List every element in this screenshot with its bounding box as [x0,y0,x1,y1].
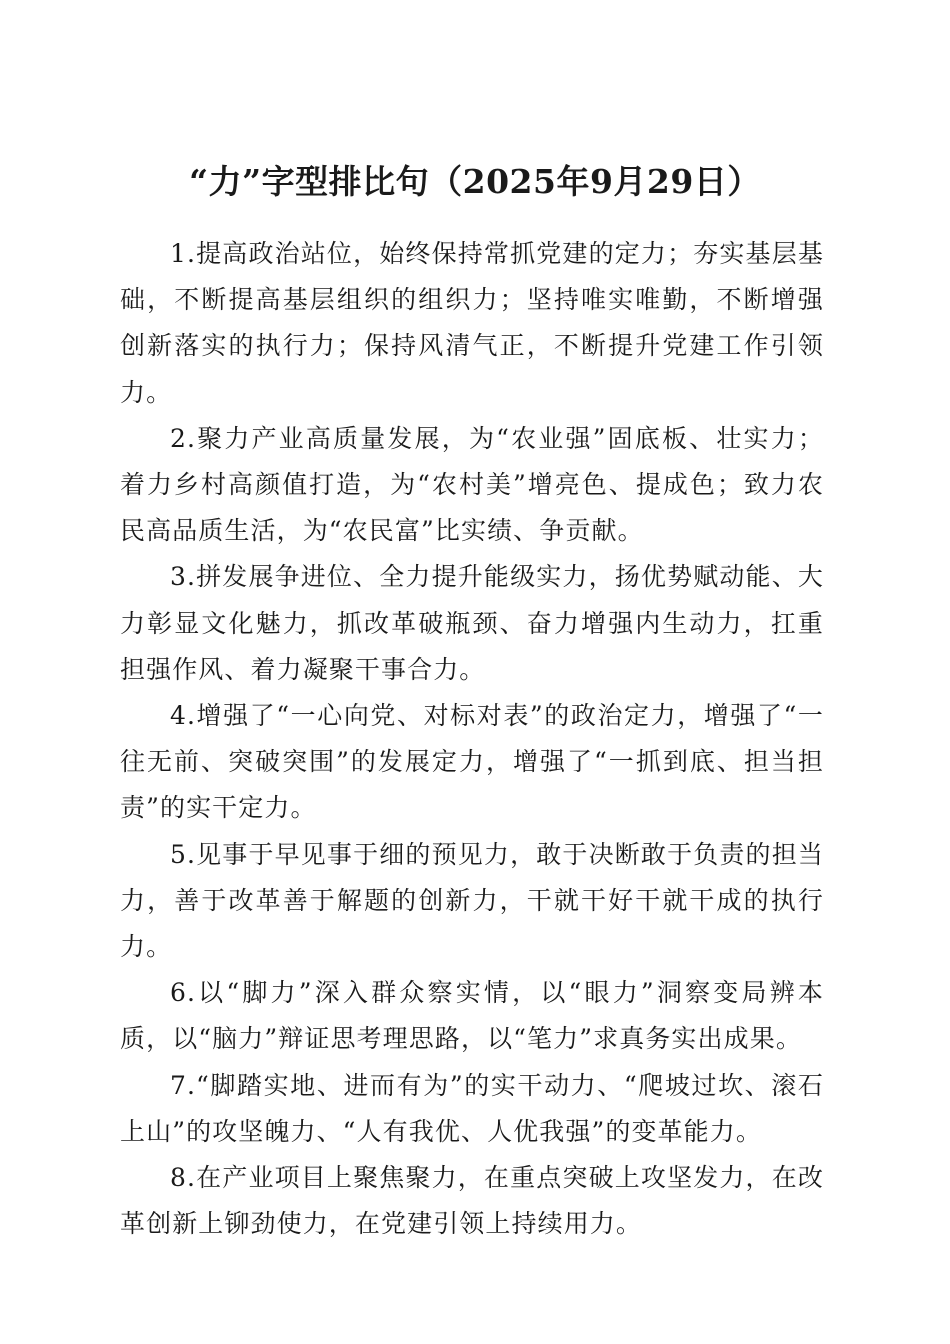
paragraph-5: 5.见事于早见事于细的预见力，敢于决断敢于负责的担当力，善于改革善于解题的创新力，干就干好干就干成的执行力。 [120,839,824,962]
paragraph-6: 6.以“脚力”深入群众察实情，以“眼力”洞察变局辨本质，以“脑力”辩证思考理思路，以“笔力”求真务实出成果。 [120,978,824,1054]
document-title: “力”字型排比句（2025年9月29日） [189,162,761,202]
paragraph-2: 2.聚力产业高质量发展，为“农业强”固底板、壮实力；着力乡村高颜值打造，为“农村美”增亮色、提成色；致力农民高品质生活，为“农民富”比实绩、争贡献。 [120,423,824,546]
paragraph-7: 7.“脚踏实地、进而有为”的实干动力、“爬坡过坎、滚石上山”的攻坚魄力、“人有我优、人优我强”的变革能力。 [120,1070,824,1146]
paragraph-1: 1.提高政治站位，始终保持常抓党建的定力；夯实基层基础，不断提高基层组织的组织力；坚持唯实唯勤，不断增强创新落实的执行力；保持风清气正，不断提升党建工作引领力。 [120,239,824,407]
paragraph-8: 8.在产业项目上聚焦聚力，在重点突破上攻坚发力，在改革创新上铆劲使力，在党建引领上持续用力。 [120,1163,824,1239]
document-body [120,231,824,1247]
paragraph-4: 4.增强了“一心向党、对标对表”的政治定力，增强了“一往无前、突破突围”的发展定力，增强了“一抓到底、担当担责”的实干定力。 [120,701,824,823]
paragraph-3: 3.拼发展争进位、全力提升能级实力，扬优势赋动能、大力彰显文化魅力，抓改革破瓶颈、奋力增强内生动力，扛重担强作风、着力凝聚干事合力。 [120,562,824,684]
